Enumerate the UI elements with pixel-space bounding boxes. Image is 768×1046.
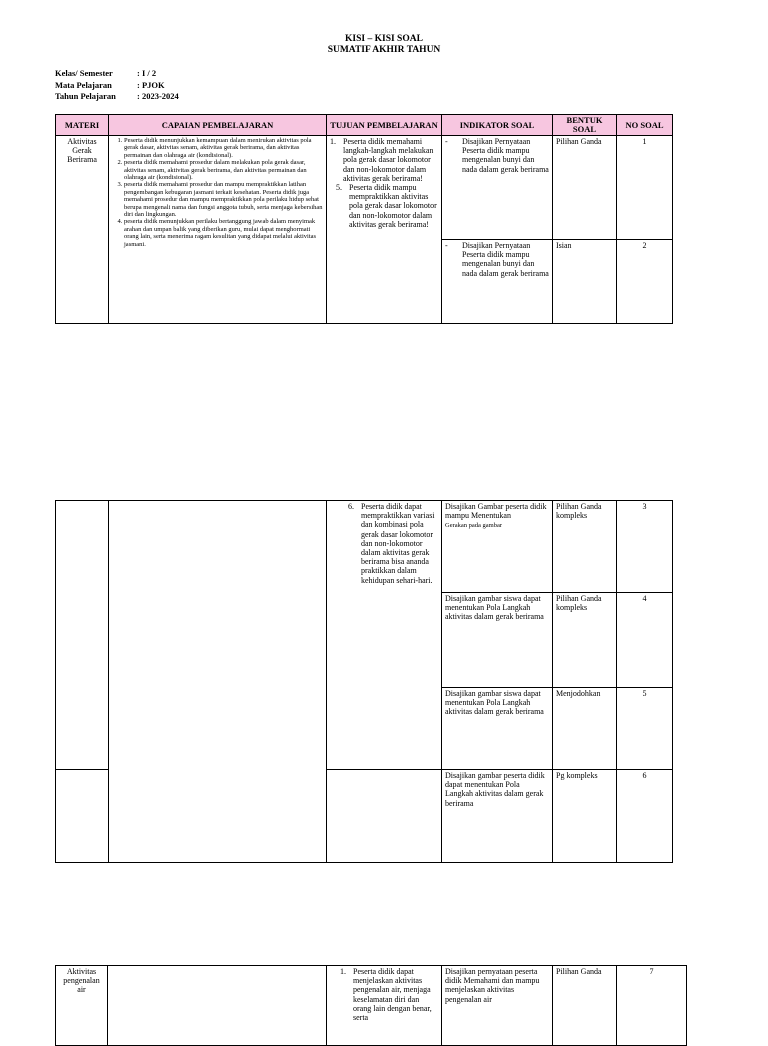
tujuan-num: 1. <box>340 967 346 976</box>
no-soal-cell: 6 <box>617 770 673 863</box>
kisi-table-1 <box>55 114 673 324</box>
tujuan-item <box>330 183 438 229</box>
table-row <box>56 501 673 593</box>
no-soal-cell: 3 <box>617 501 673 593</box>
meta-value: : PJOK <box>137 79 165 90</box>
no-soal-cell: 7 <box>617 966 687 1046</box>
capaian-cell <box>108 966 327 1046</box>
capaian-cell <box>109 136 327 324</box>
tujuan-item <box>330 137 438 183</box>
meta-row <box>55 68 179 80</box>
header-no: NO SOAL <box>617 115 673 136</box>
indikator-text: Disajikan Gambar peserta didik mampu Menentukan <box>445 502 547 521</box>
header-materi: MATERI <box>56 115 109 136</box>
tujuan-text: Peserta didik mampu mempraktikkan aktivitas pola gerak dasar lokomotor dan non-lokomotor dalam aktivitas gerak berirama! <box>349 183 437 229</box>
indikator-cell: Disajikan gambar siswa dapat menentukan Pola Langkah aktivitas dalam gerak berirama <box>442 688 553 770</box>
capaian-item: 4. peserta didik menunjukkan perilaku bertanggung jawab dalam menyimak arahan dan umpan balik yang diberikan guru, mulai dapat menghormati orang lain, serta menerima ragam kesulitan yang didapat melalui aktivitas jasmani. <box>124 218 323 248</box>
indikator-cell <box>442 240 553 324</box>
capaian-cell <box>109 501 327 863</box>
tujuan-num: 6. <box>348 502 354 511</box>
materi-cell <box>56 770 109 863</box>
bentuk-cell: Pilihan Ganda kompleks <box>553 593 617 688</box>
bentuk-cell: Menjodohkan <box>553 688 617 770</box>
tujuan-text: Peserta didik memahami langkah-langkah melakukan pola gerak dasar lokomotor dan non-lokomotor dalam aktivitas gerak berirama! <box>343 137 434 183</box>
no-soal-cell: 2 <box>617 240 673 324</box>
tujuan-text: Peserta didik dapat menjelaskan aktivitas pengenalan air, menjaga keselamatan diri dan orang lain dengan benar, serta <box>353 967 432 1023</box>
meta-label: Kelas/ Semester <box>55 68 113 78</box>
doc-title: KISI – KISI SOAL <box>345 34 423 44</box>
meta-label: Tahun Pelajaran <box>55 91 116 101</box>
bentuk-cell: Pg kompleks <box>553 770 617 863</box>
dash-mark: - <box>445 137 448 146</box>
meta-label: Mata Pelajaran <box>55 79 112 90</box>
no-soal-cell: 5 <box>617 688 673 770</box>
materi-cell: Aktivitas pengenalan air <box>56 966 108 1046</box>
kisi-table-2 <box>55 500 673 863</box>
header-tujuan: TUJUAN PEMBELAJARAN <box>327 115 442 136</box>
indikator-cell: Disajikan gambar siswa dapat menentukan Pola Langkah aktivitas dalam gerak berirama <box>442 593 553 688</box>
no-soal-cell: 1 <box>617 136 673 240</box>
indikator-text: Disajikan Pernyataan Peserta didik mampu mengenalan bunyi dan nada dalam gerak berirama <box>462 241 549 278</box>
tujuan-num: 1. <box>330 137 336 146</box>
meta-row <box>55 91 179 103</box>
bentuk-cell: Isian <box>553 240 617 324</box>
indikator-cell <box>442 136 553 240</box>
dash-mark: - <box>445 241 448 250</box>
tujuan-cell <box>327 136 442 324</box>
header-indikator: INDIKATOR SOAL <box>442 115 553 136</box>
meta-value: : 2023-2024 <box>137 91 179 101</box>
bentuk-cell: Pilihan Ganda <box>553 966 617 1046</box>
table-row <box>56 136 673 240</box>
tujuan-item <box>330 967 438 1022</box>
indikator-cell: Disajikan pernyataan peserta didik Memahami dan mampu menjelaskan aktivitas pengenalan air <box>442 966 553 1046</box>
indikator-text: Disajikan Pernyataan Peserta didik mampu mengenalan bunyi dan nada dalam gerak berirama <box>462 137 549 174</box>
meta-row <box>55 80 179 92</box>
table-row <box>56 966 687 1046</box>
meta-value: : I / 2 <box>137 68 157 78</box>
tujuan-cell <box>327 966 442 1046</box>
tujuan-item <box>330 502 438 585</box>
doc-subtitle: SUMATIF AKHIR TAHUN <box>327 45 441 55</box>
capaian-item: 1. Peserta didik menunjukkan kemampuan dalam menirukan aktivitas pola gerak dasar, aktivitas senam, aktivitas gerak berirama, dan aktivitas permainan dan olahraga air (kondisional). <box>124 137 323 159</box>
materi-cell <box>56 501 109 770</box>
tujuan-cell <box>327 770 442 863</box>
bentuk-cell: Pilihan Ganda <box>553 136 617 240</box>
indikator-cell <box>442 501 553 593</box>
tujuan-cell <box>327 501 442 770</box>
header-capaian: CAPAIAN PEMBELAJARAN <box>109 115 327 136</box>
header-row <box>56 115 673 136</box>
header-bentuk: BENTUK SOAL <box>553 115 617 136</box>
capaian-item: 3. peserta didik memahami prosedur dan mampu mempraktikkan latihan pengembangan kebugaran jasmani terkait kesehatan. Peserta didik juga memahami prosedur dan mampu mempraktikkan pola perilaku hidup sehat berupa mengenali nama dan fungsi anggota tubuh, serta menjaga kebersihan diri dan lingkungan. <box>124 181 323 218</box>
tujuan-text: Peserta didik dapat mempraktikkan variasi dan kombinasi pola gerak dasar lokomotor dan non-lokomotor dalam aktivitas gerak berirama bisa ananda praktikkan dalam kehidupan sehari-hari. <box>361 502 435 585</box>
meta-block <box>55 68 179 103</box>
bentuk-cell: Pilihan Ganda kompleks <box>553 501 617 593</box>
no-soal-cell: 4 <box>617 593 673 688</box>
indikator-text-small: Gerakan pada gambar <box>445 522 503 530</box>
indikator-cell: Disajikan gambar peserta didik dapat menentukan Pola Langkah aktivitas dalam gerak berirama <box>442 770 553 863</box>
kisi-table-3 <box>55 965 687 1046</box>
capaian-item: 2. peserta didik memahami prosedur dalam melakukan pola gerak dasar, aktivitas senam, aktivitas gerak berirama, dan aktivitas permainan dan olahraga air (kondisional). <box>124 159 323 181</box>
tujuan-num: 5. <box>336 183 342 193</box>
materi-cell: Aktivitas Gerak Berirama <box>56 136 109 324</box>
